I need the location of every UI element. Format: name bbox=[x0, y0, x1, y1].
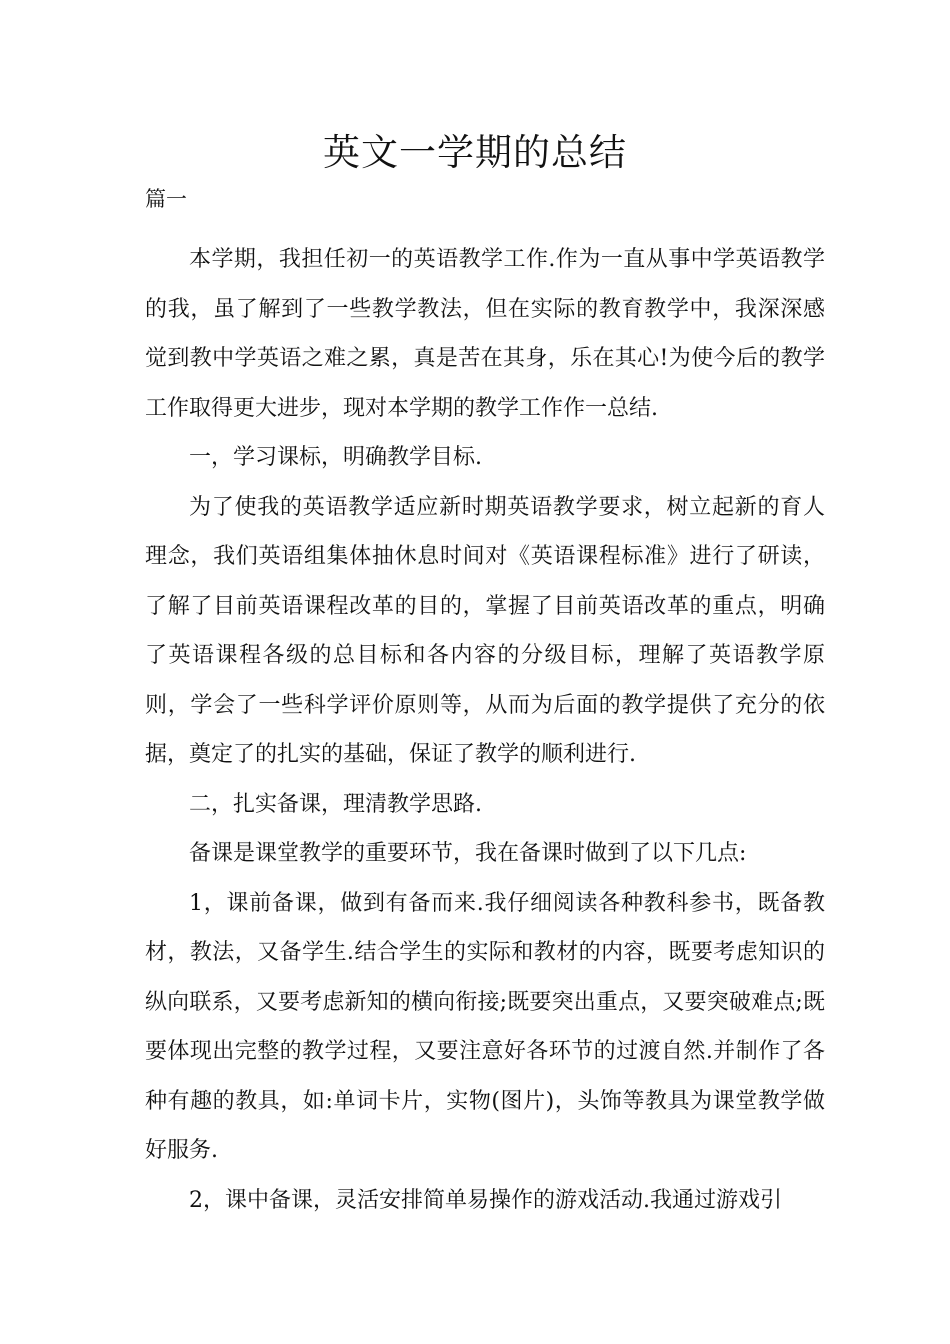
paragraph-lesson-prep: 备课是课堂教学的重要环节，我在备课时做到了以下几点: bbox=[189, 841, 747, 866]
paragraph-point-one: 1，课前备课，做到有备而来.我仔细阅读各种教科参书，既备教材，教法，又备学生.结合学生的实际和教材的内容，既要考虑知识的纵向联系，又要考虑新知的横向衔接;既要突出重点，又要突破难点;既要体现出完整的教学过程，又要注意好各环节的过渡自然.并制作了各种有趣的教具，如:单词卡片，实物(图片)，头饰等教具为课堂教学做好服务. bbox=[145, 890, 825, 1163]
document-title: 英文一学期的总结 bbox=[323, 131, 627, 174]
heading-one: 一，学习课标，明确教学目标. bbox=[189, 445, 482, 470]
paragraph-intro: 本学期，我担任初一的英语教学工作.作为一直从事中学英语教学的我，虽了解到了一些教学教法，但在实际的教育教学中，我深深感觉到教中学英语之难之累，真是苦在其身，乐在其心!为使今后的教学工作取得更大进步，现对本学期的教学工作作一总结. bbox=[145, 247, 825, 421]
paragraph-curriculum: 为了使我的英语教学适应新时期英语教学要求，树立起新的育人理念，我们英语组集体抽休息时间对《英语课程标准》进行了研读，了解了目前英语课程改革的目的，掌握了目前英语改革的重点，明确了英语课程各级的总目标和各内容的分级目标，理解了英语教学原则，学会了一些科学评价原则等，从而为后面的教学提供了充分的依据，奠定了的扎实的基础，保证了教学的顺利进行. bbox=[145, 494, 825, 767]
paragraph-point-two: 2，课中备课，灵活安排简单易操作的游戏活动.我通过游戏引 bbox=[189, 1187, 782, 1213]
heading-two: 二，扎实备课，理清教学思路. bbox=[189, 791, 482, 817]
section-label: 篇一 bbox=[145, 187, 187, 211]
document-body bbox=[145, 235, 825, 1225]
